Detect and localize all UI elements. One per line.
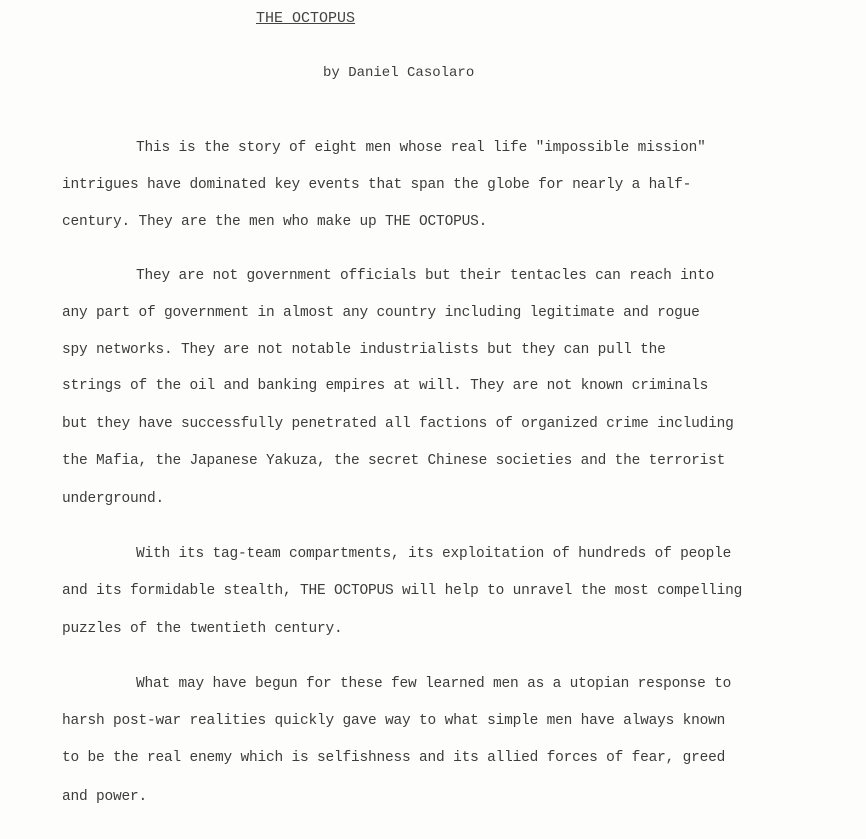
paragraph-4-line-3: to be the real enemy which is selfishness and its allied forces of fear, greed <box>62 750 726 766</box>
paragraph-4-line-4: and power. <box>62 789 148 805</box>
paragraph-1-line-1: This is the story of eight men whose real life "impossible mission" <box>136 140 706 156</box>
paragraph-2-line-6: the Mafia, the Japanese Yakuza, the secret Chinese societies and the terrorist <box>62 453 726 469</box>
paragraph-1-line-2: intrigues have dominated key events that span the globe for nearly a half- <box>62 177 692 193</box>
document-byline: by Daniel Casolaro <box>323 65 475 81</box>
paragraph-4-line-1: What may have begun for these few learned men as a utopian response to <box>136 676 732 692</box>
paragraph-2-line-4: strings of the oil and banking empires at will. They are not known criminals <box>62 378 709 394</box>
paragraph-3-line-3: puzzles of the twentieth century. <box>62 621 343 637</box>
paragraph-2-line-7: underground. <box>62 491 165 507</box>
paragraph-4-line-2: harsh post-war realities quickly gave way to what simple men have always known <box>62 713 726 729</box>
paragraph-2-line-5: but they have successfully penetrated all factions of organized crime including <box>62 416 734 432</box>
paragraph-2-line-1: They are not government officials but their tentacles can reach into <box>136 268 715 284</box>
paragraph-3-line-1: With its tag-team compartments, its exploitation of hundreds of people <box>136 546 732 562</box>
paragraph-2-line-3: spy networks. They are not notable industrialists but they can pull the <box>62 342 666 358</box>
paragraph-3-line-2: and its formidable stealth, THE OCTOPUS will help to unravel the most compelling <box>62 583 743 599</box>
paragraph-1-line-3: century. They are the men who make up THE OCTOPUS. <box>62 214 488 230</box>
paragraph-2-line-2: any part of government in almost any country including legitimate and rogue <box>62 305 700 321</box>
document-title: THE OCTOPUS <box>256 10 356 27</box>
